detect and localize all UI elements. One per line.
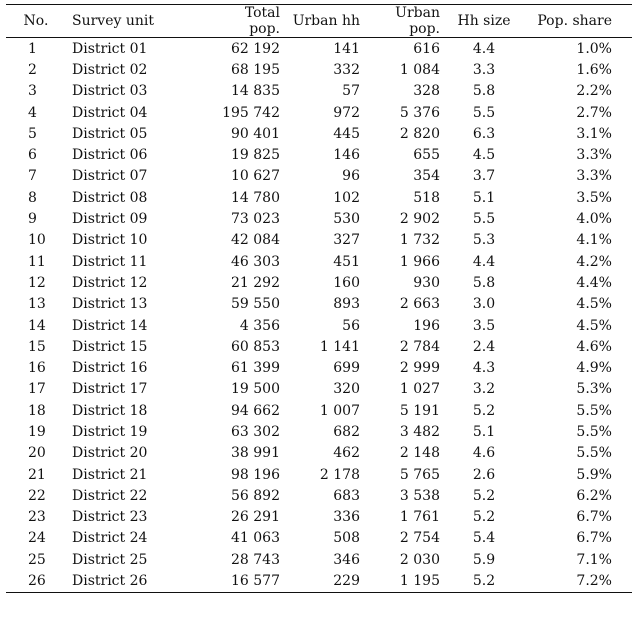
cell-pop: 94 662 <box>231 402 280 419</box>
cell-unit: District 24 <box>72 530 148 547</box>
cell-pop: 98 196 <box>231 466 280 483</box>
cell-share: 2.7% <box>576 104 612 121</box>
cell-avg: 5.2 <box>446 570 522 592</box>
cell-pop: 10 627 <box>231 168 280 185</box>
cell-share: 1.6% <box>576 61 612 78</box>
table-row <box>6 485 632 506</box>
cell-hh: 1 141 <box>319 338 360 355</box>
cell-no: 16 <box>28 360 46 377</box>
cell-share: 3.3% <box>576 168 612 185</box>
cell-urban-pop: 354 <box>413 168 440 185</box>
cell-pop: 73 023 <box>231 211 280 228</box>
cell-urban-pop: 2 820 <box>399 125 440 142</box>
cell-no: 18 <box>28 402 46 419</box>
cell-hh: 972 <box>333 104 360 121</box>
cell-urban-pop: 1 732 <box>399 232 440 249</box>
table-row <box>6 187 632 208</box>
cell-avg: 5.8 <box>472 274 496 291</box>
cell-urban-pop: 518 <box>413 189 440 206</box>
table-row <box>6 549 632 570</box>
cell-urban-pop: 1 966 <box>399 253 440 270</box>
cell-unit: District 14 <box>72 317 148 334</box>
cell-hh: 682 <box>333 423 360 440</box>
cell-no: 12 <box>28 274 46 291</box>
cell-urban-pop: 2 754 <box>399 530 440 547</box>
cell-hh: 508 <box>333 530 360 547</box>
cell-share: 5.3% <box>576 381 612 398</box>
cell-no: 22 <box>28 487 46 504</box>
header-unit: Survey unit <box>66 5 206 38</box>
cell-urban-pop: 1 761 <box>399 509 440 526</box>
table-row <box>6 102 632 123</box>
cell-avg: 6.3 <box>472 125 496 142</box>
cell-avg: 2.4 <box>472 338 496 355</box>
table-row <box>6 443 632 464</box>
cell-hh: 327 <box>333 232 360 249</box>
cell-pop: 46 303 <box>231 253 280 270</box>
cell-share: 1.0% <box>576 40 612 57</box>
cell-urban-pop: 2 999 <box>399 360 440 377</box>
cell-hh: 1 007 <box>319 402 360 419</box>
table-row <box>6 357 632 378</box>
cell-avg: 5.8 <box>472 83 496 100</box>
cell-unit: District 09 <box>72 211 148 228</box>
cell-share: 6.7% <box>576 530 612 547</box>
cell-urban-pop: 2 030 <box>399 551 440 568</box>
cell-urban-pop: 328 <box>413 83 440 100</box>
cell-urban-pop: 930 <box>413 274 440 291</box>
cell-share: 4.2% <box>576 253 612 270</box>
cell-unit: District 26 <box>66 570 206 592</box>
cell-unit: District 06 <box>72 147 148 164</box>
cell-avg: 5.2 <box>472 509 496 526</box>
cell-urban-pop: 1 027 <box>399 381 440 398</box>
cell-unit: District 03 <box>72 83 148 100</box>
cell-hh: 320 <box>333 381 360 398</box>
cell-share: 4.9% <box>576 360 612 377</box>
cell-unit: District 13 <box>72 296 148 313</box>
cell-share: 4.5% <box>576 296 612 313</box>
cell-no: 2 <box>28 61 37 78</box>
cell-no: 21 <box>28 466 46 483</box>
cell-unit: District 11 <box>72 253 148 270</box>
table-row <box>6 400 632 421</box>
cell-pop: 41 063 <box>231 530 280 547</box>
cell-urban-pop: 1 195 <box>366 570 446 592</box>
cell-share: 5.9% <box>576 466 612 483</box>
cell-hh: 445 <box>333 125 360 142</box>
table-row <box>6 421 632 442</box>
cell-hh: 141 <box>333 40 360 57</box>
table-row <box>6 315 632 336</box>
cell-avg: 4.4 <box>472 40 496 57</box>
cell-no: 3 <box>28 83 37 100</box>
cell-no: 11 <box>28 253 46 270</box>
cell-share: 3.5% <box>576 189 612 206</box>
cell-no: 25 <box>28 551 46 568</box>
cell-share: 6.2% <box>576 487 612 504</box>
cell-hh: 56 <box>342 317 360 334</box>
cell-hh: 332 <box>333 61 360 78</box>
table-row <box>6 166 632 187</box>
cell-share: 3.1% <box>576 125 612 142</box>
cell-unit: District 18 <box>72 402 148 419</box>
cell-no: 14 <box>28 317 46 334</box>
table-row <box>6 123 632 144</box>
cell-unit: District 04 <box>72 104 148 121</box>
table-row <box>6 230 632 251</box>
cell-no: 10 <box>28 232 46 249</box>
cell-hh: 699 <box>333 360 360 377</box>
cell-avg: 2.6 <box>472 466 496 483</box>
header-hh: Urban hh <box>286 5 366 38</box>
cell-pop: 42 084 <box>231 232 280 249</box>
cell-no: 19 <box>28 423 46 440</box>
cell-share: 4.5% <box>576 317 612 334</box>
cell-unit: District 22 <box>72 487 148 504</box>
cell-pop: 61 399 <box>231 360 280 377</box>
cell-no: 24 <box>28 530 46 547</box>
cell-avg: 3.3 <box>472 61 496 78</box>
cell-pop: 60 853 <box>231 338 280 355</box>
cell-no: 26 <box>6 570 66 592</box>
cell-avg: 5.4 <box>472 530 496 547</box>
cell-share: 7.1% <box>576 551 612 568</box>
cell-hh: 530 <box>333 211 360 228</box>
cell-share: 7.2% <box>522 570 632 592</box>
cell-pop: 14 780 <box>231 189 280 206</box>
cell-pop: 4 356 <box>239 317 280 334</box>
cell-unit: District 25 <box>72 551 148 568</box>
cell-hh: 346 <box>333 551 360 568</box>
cell-no: 23 <box>28 509 46 526</box>
cell-hh: 160 <box>333 274 360 291</box>
cell-pop: 26 291 <box>231 509 280 526</box>
cell-urban-pop: 616 <box>413 40 440 57</box>
header-no: No. <box>6 5 66 38</box>
cell-hh: 229 <box>286 570 366 592</box>
cell-hh: 462 <box>333 445 360 462</box>
cell-hh: 57 <box>342 83 360 100</box>
data-table <box>6 4 632 593</box>
cell-share: 5.5% <box>576 445 612 462</box>
cell-urban-pop: 5 765 <box>399 466 440 483</box>
cell-hh: 2 178 <box>319 466 360 483</box>
cell-avg: 5.5 <box>472 211 496 228</box>
table-row <box>6 208 632 229</box>
cell-no: 13 <box>28 296 46 313</box>
cell-hh: 146 <box>333 147 360 164</box>
cell-avg: 5.2 <box>472 487 496 504</box>
cell-avg: 4.5 <box>472 147 496 164</box>
cell-no: 4 <box>28 104 37 121</box>
header-pop: Total pop. <box>206 5 286 38</box>
table-header <box>6 5 632 38</box>
cell-avg: 5.9 <box>472 551 496 568</box>
header-avg: Hh size <box>446 5 522 38</box>
cell-share: 4.6% <box>576 338 612 355</box>
cell-unit: District 12 <box>72 274 148 291</box>
cell-unit: District 15 <box>72 338 148 355</box>
cell-urban-pop: 2 784 <box>399 338 440 355</box>
cell-pop: 68 195 <box>231 61 280 78</box>
cell-urban-pop: 3 538 <box>399 487 440 504</box>
cell-urban-pop: 2 148 <box>399 445 440 462</box>
cell-hh: 96 <box>342 168 360 185</box>
cell-avg: 4.3 <box>472 360 496 377</box>
table-row <box>6 144 632 165</box>
cell-hh: 336 <box>333 509 360 526</box>
cell-urban-pop: 5 191 <box>399 402 440 419</box>
cell-pop: 63 302 <box>231 423 280 440</box>
cell-unit: District 08 <box>72 189 148 206</box>
cell-unit: District 10 <box>72 232 148 249</box>
cell-no: 9 <box>28 211 37 228</box>
cell-share: 5.5% <box>576 423 612 440</box>
cell-share: 2.2% <box>576 83 612 100</box>
cell-share: 4.1% <box>576 232 612 249</box>
cell-share: 4.0% <box>576 211 612 228</box>
cell-no: 17 <box>28 381 46 398</box>
table-row <box>6 38 632 60</box>
cell-unit: District 19 <box>72 423 148 440</box>
table-row <box>6 272 632 293</box>
cell-urban-pop: 655 <box>413 147 440 164</box>
cell-no: 20 <box>28 445 46 462</box>
cell-urban-pop: 3 482 <box>399 423 440 440</box>
cell-hh: 893 <box>333 296 360 313</box>
cell-avg: 3.7 <box>472 168 496 185</box>
cell-unit: District 07 <box>72 168 148 185</box>
table-row <box>6 464 632 485</box>
header-urban-pop: Urban pop. <box>366 5 446 38</box>
header-share: Pop. share <box>522 5 632 38</box>
header-row <box>6 5 632 38</box>
cell-pop: 14 835 <box>231 83 280 100</box>
cell-avg: 5.3 <box>472 232 496 249</box>
cell-pop: 90 401 <box>231 125 280 142</box>
table-row <box>6 528 632 549</box>
cell-pop: 16 577 <box>206 570 286 592</box>
table-row <box>6 570 632 592</box>
cell-avg: 5.5 <box>472 104 496 121</box>
cell-pop: 19 500 <box>231 381 280 398</box>
cell-no: 15 <box>28 338 46 355</box>
cell-avg: 5.1 <box>472 189 496 206</box>
cell-share: 6.7% <box>576 509 612 526</box>
cell-urban-pop: 2 902 <box>399 211 440 228</box>
cell-pop: 19 825 <box>231 147 280 164</box>
cell-unit: District 02 <box>72 61 148 78</box>
cell-no: 6 <box>28 147 37 164</box>
cell-pop: 195 742 <box>222 104 280 121</box>
cell-urban-pop: 1 084 <box>399 61 440 78</box>
cell-pop: 38 991 <box>231 445 280 462</box>
cell-avg: 5.1 <box>472 423 496 440</box>
cell-urban-pop: 196 <box>413 317 440 334</box>
cell-hh: 102 <box>333 189 360 206</box>
cell-pop: 56 892 <box>231 487 280 504</box>
cell-pop: 62 192 <box>231 40 280 57</box>
cell-avg: 4.6 <box>472 445 496 462</box>
cell-share: 5.5% <box>576 402 612 419</box>
cell-hh: 683 <box>333 487 360 504</box>
cell-share: 4.4% <box>576 274 612 291</box>
table-row <box>6 81 632 102</box>
cell-avg: 5.2 <box>472 402 496 419</box>
cell-no: 7 <box>28 168 37 185</box>
cell-avg: 3.0 <box>472 296 496 313</box>
cell-no: 1 <box>28 40 37 57</box>
cell-share: 3.3% <box>576 147 612 164</box>
table-row <box>6 379 632 400</box>
cell-avg: 3.5 <box>472 317 496 334</box>
cell-urban-pop: 5 376 <box>399 104 440 121</box>
cell-unit: District 05 <box>72 125 148 142</box>
cell-no: 8 <box>28 189 37 206</box>
cell-unit: District 20 <box>72 445 148 462</box>
cell-unit: District 21 <box>72 466 148 483</box>
table-body <box>6 38 632 593</box>
cell-urban-pop: 2 663 <box>399 296 440 313</box>
table-row <box>6 336 632 357</box>
cell-avg: 3.2 <box>472 381 496 398</box>
cell-no: 5 <box>28 125 37 142</box>
cell-unit: District 01 <box>72 40 148 57</box>
cell-avg: 4.4 <box>472 253 496 270</box>
table-row <box>6 59 632 80</box>
table-row <box>6 507 632 528</box>
cell-unit: District 16 <box>72 360 148 377</box>
cell-hh: 451 <box>333 253 360 270</box>
cell-unit: District 17 <box>72 381 148 398</box>
cell-pop: 59 550 <box>231 296 280 313</box>
cell-unit: District 23 <box>72 509 148 526</box>
cell-pop: 28 743 <box>231 551 280 568</box>
cell-pop: 21 292 <box>231 274 280 291</box>
table-row <box>6 294 632 315</box>
table-row <box>6 251 632 272</box>
